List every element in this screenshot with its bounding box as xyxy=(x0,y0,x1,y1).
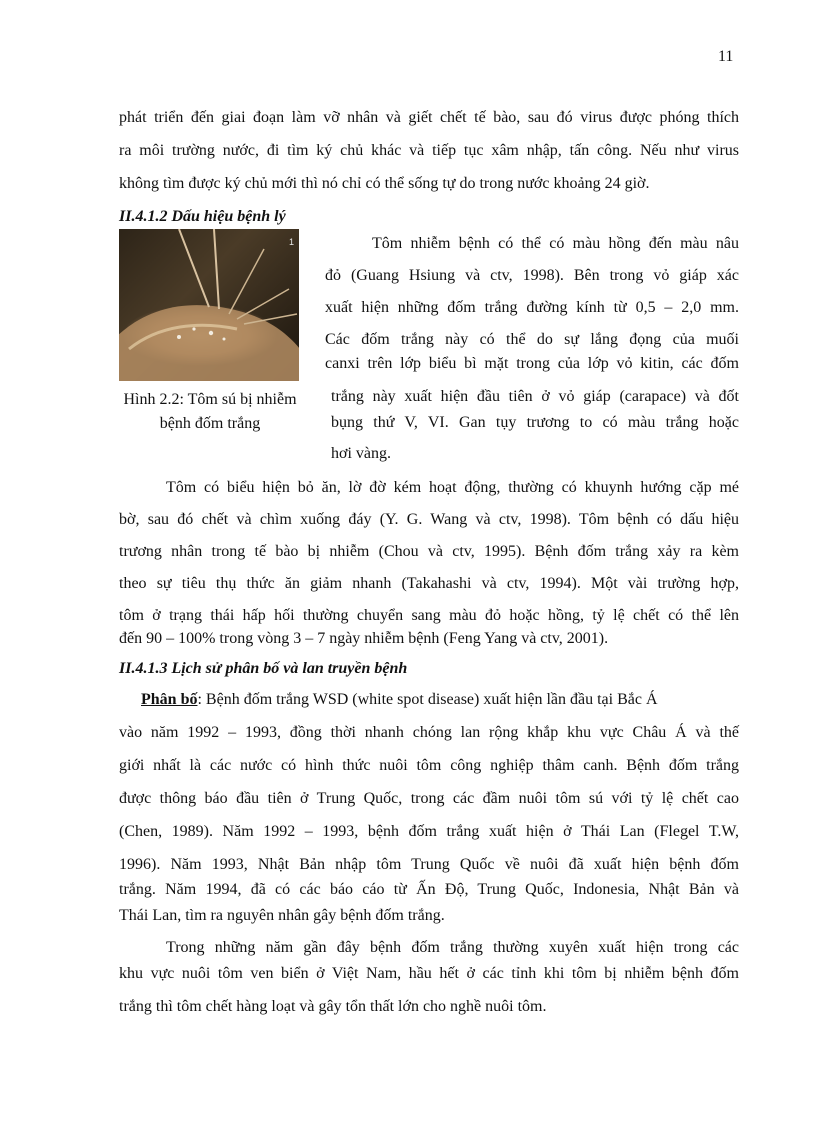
intro-line: phát triển đến giai đoạn làm vỡ nhân và giết chết tế bào, sau đó virus được phóng thích xyxy=(119,109,739,126)
section-paragraph-line: giới nhất là các nước có hình thức nuôi tôm công nghiệp thâm canh. Bệnh đốm trắng xyxy=(119,757,739,774)
section-paragraph-line: được thông báo đầu tiên ở Trung Quốc, trong các đầm nuôi tôm sú với tỷ lệ chết cao xyxy=(119,790,739,807)
section-paragraph-line: Tôm có biểu hiện bỏ ăn, lờ đờ kém hoạt động, thường có khuynh hướng cặp mé xyxy=(166,479,739,496)
section-paragraph-line: hơi vàng. xyxy=(331,445,392,462)
section-paragraph-line: tôm ở trạng thái hấp hối thường chuyển sang màu đỏ hoặc hồng, tỷ lệ chết có thể lên xyxy=(119,607,739,624)
section-heading: II.4.1.3 Lịch sử phân bố và lan truyền bệnh xyxy=(119,660,408,677)
photo-label: 1 xyxy=(289,237,295,247)
section-heading: II.4.1.2 Dấu hiệu bệnh lý xyxy=(119,208,286,225)
section-paragraph-line: (Chen, 1989). Năm 1992 – 1993, bệnh đốm trắng xuất hiện ở Thái Lan (Flegel T.W, xyxy=(119,823,739,840)
section-paragraph-line: Thái Lan, tìm ra nguyên nhân gây bệnh đốm trắng. xyxy=(119,907,445,924)
section-paragraph-line: khu vực nuôi tôm ven biển ở Việt Nam, hầu hết ở các tỉnh khi tôm bị nhiễm bệnh đốm xyxy=(119,965,739,982)
section-paragraph-line: canxi trên lớp biểu bì mặt trong của lớp vỏ kitin, các đốm xyxy=(325,355,739,372)
section-paragraph-line: vào năm 1992 – 1993, đồng thời nhanh chóng lan rộng khắp khu vực Châu Á và thế xyxy=(119,724,739,741)
page-number: 11 xyxy=(718,48,734,65)
intro-line: không tìm được ký chủ mới thì nó chỉ có thể sống tự do trong nước khoảng 24 giờ. xyxy=(119,175,650,192)
section-paragraph-line: trắng này xuất hiện đầu tiên ở vỏ giáp (carapace) và đốt xyxy=(331,388,739,405)
distribution-label: Phân bố xyxy=(141,691,198,708)
section-paragraph-line: đỏ (Guang Hsiung và ctv, 1998). Bên trong vỏ giáp xác xyxy=(325,267,739,284)
section-paragraph-line: bụng thứ V, VI. Gan tụy trương to có màu trắng hoặc xyxy=(331,414,739,431)
section-paragraph-line: trương nhân trong tế bào bị nhiễm (Chou và ctv, 1995). Bệnh đốm trắng xảy ra kèm xyxy=(119,543,739,560)
shrimp-photo xyxy=(119,229,299,381)
section-paragraph-line: Tôm nhiễm bệnh có thể có màu hồng đến màu nâu xyxy=(372,235,739,252)
figure-caption-line: bệnh đốm trắng xyxy=(159,415,261,432)
shrimp-illustration xyxy=(119,229,299,381)
section-paragraph-line: 1996). Năm 1993, Nhật Bản nhập tôm Trung Quốc về nuôi đã xuất hiện bệnh đốm xyxy=(119,856,739,873)
intro-line: ra môi trường nước, đi tìm ký chủ khác và tiếp tục xâm nhập, tấn công. Nếu như virus xyxy=(119,142,739,159)
figure-caption-line: Hình 2.2: Tôm sú bị nhiễm xyxy=(123,391,297,408)
section-paragraph-line: Trong những năm gần đây bệnh đốm trắng thường xuyên xuất hiện trong các xyxy=(166,939,739,956)
section-paragraph-line: bờ, sau đó chết và chìm xuống đáy (Y. G. Wang và ctv, 1998). Tôm bệnh có dấu hiệu xyxy=(119,511,739,528)
section-paragraph-line xyxy=(141,690,739,710)
section-paragraph-line: trắng thì tôm chết hàng loạt và gây tổn thất lớn cho nghề nuôi tôm. xyxy=(119,998,547,1015)
section-paragraph-line: Các đốm trắng này có thể do sự lắng đọng của muối xyxy=(325,331,739,348)
section-paragraph-line: đến 90 – 100% trong vòng 3 – 7 ngày nhiễm bệnh (Feng Yang và ctv, 2001). xyxy=(119,630,609,647)
section-paragraph-line: xuất hiện những đốm trắng đường kính từ 0,5 – 2,0 mm. xyxy=(325,299,739,316)
distribution-first-line: : Bệnh đốm trắng WSD (white spot disease) xuất hiện lần đầu tại Bắc Á xyxy=(197,691,658,708)
section-paragraph-line: trắng. Năm 1994, đã có các báo cáo từ Ấn Độ, Trung Quốc, Indonesia, Nhật Bản và xyxy=(119,881,739,898)
section-paragraph-line: theo sự tiêu thụ thức ăn giảm nhanh (Takahashi và ctv, 1994). Một vài trường hợp, xyxy=(119,575,739,592)
